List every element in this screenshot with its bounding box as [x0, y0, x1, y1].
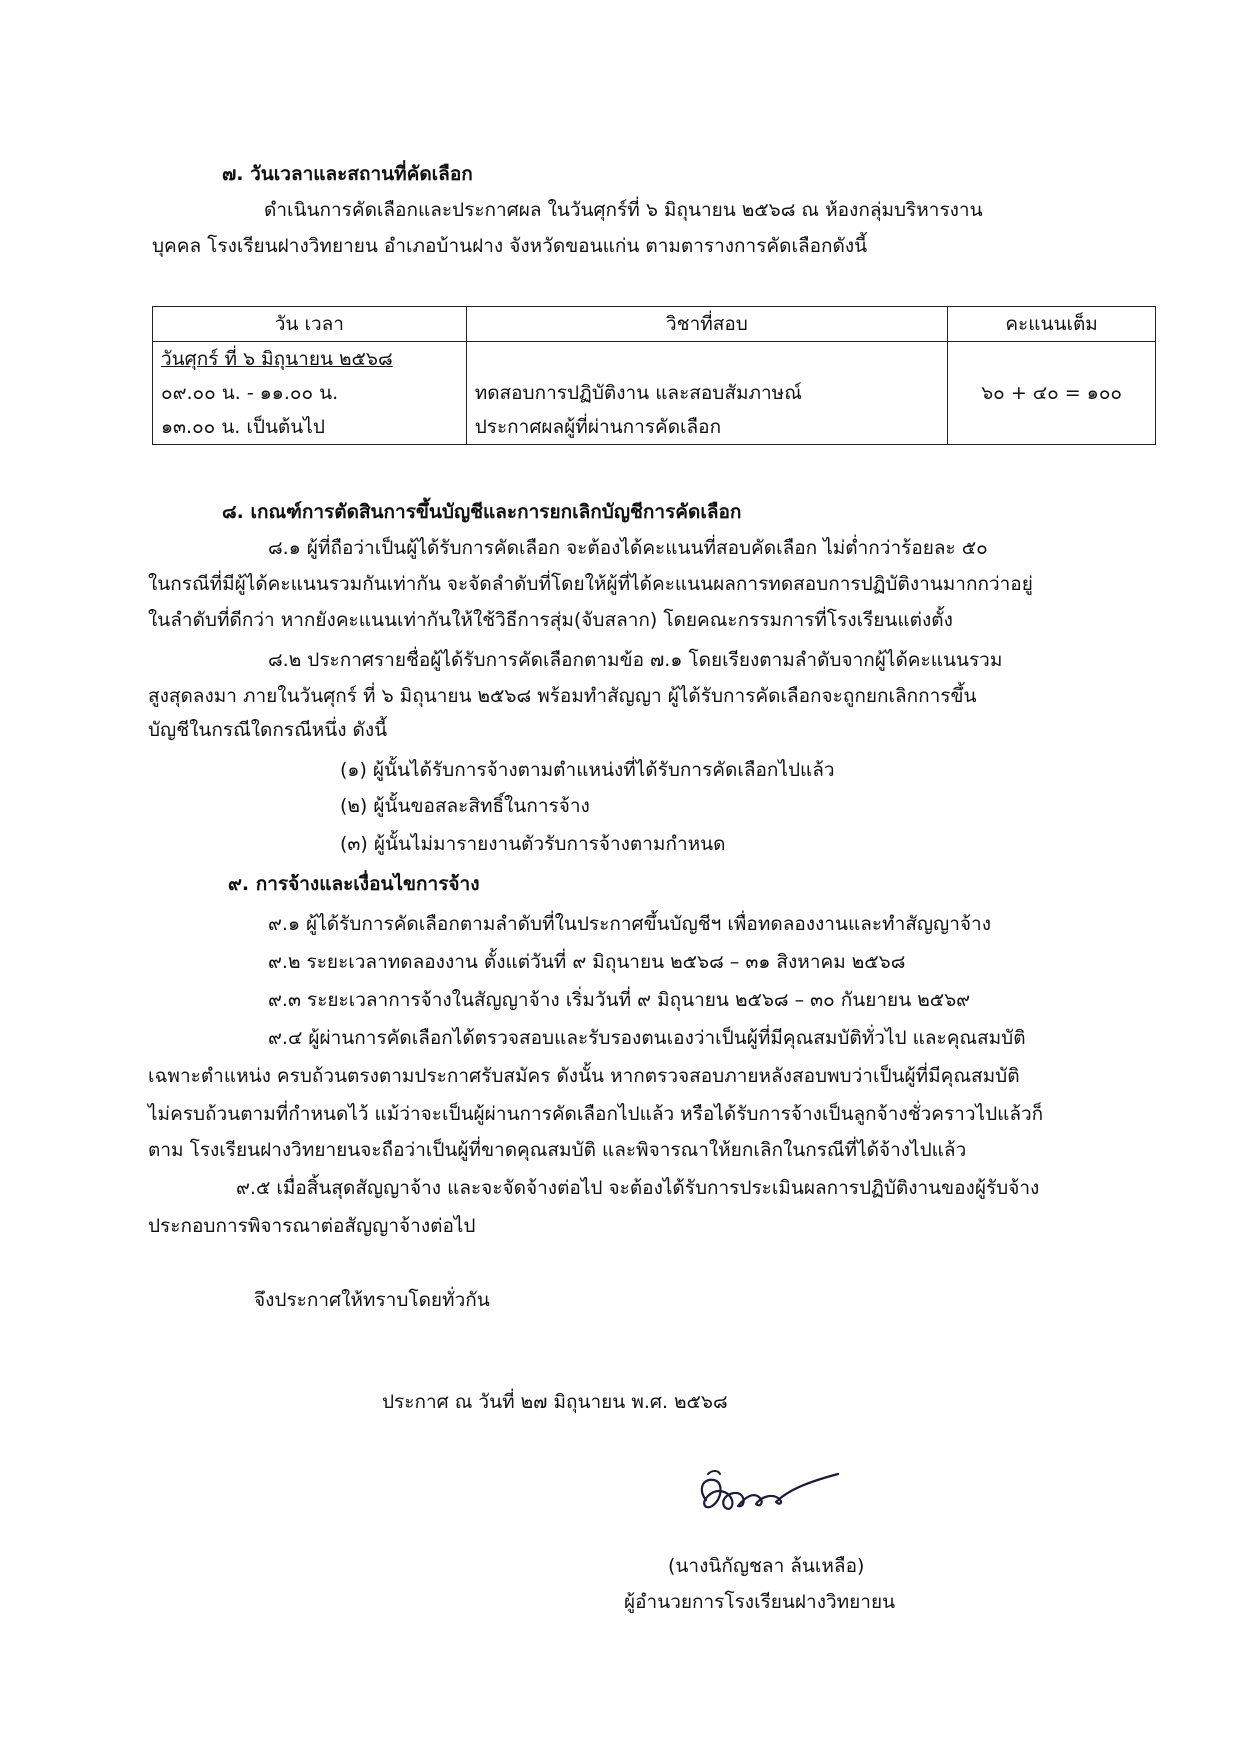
signature-mark [688, 1460, 858, 1530]
section9-p5-line1: ๙.๕ เมื่อสิ้นสุดสัญญาจ้าง และจะจัดจ้างต่อไป จะต้องได้รับการประเมินผลการปฏิบัติงานของผู้รับจ้าง [236, 1177, 1040, 1199]
section9-p1: ๙.๑ ผู้ได้รับการคัดเลือกตามลำดับที่ในประกาศขึ้นบัญชีฯ เพื่อทดลองงานและทำสัญญาจ้าง [268, 913, 991, 935]
section9-p4-line2: เฉพาะตำแหน่ง ครบถ้วนตรงตามประกาศรับสมัคร ดังนั้น หากตรวจสอบภายหลังสอบพบว่าเป็นผู้ที่มีคุณสมบัติ [148, 1065, 1020, 1087]
section9-p4-line4: ตาม โรงเรียนฝางวิทยายนจะถือว่าเป็นผู้ที่ขาดคุณสมบัติ และพิจารณาให้ยกเลิกในกรณีที่ได้จ้างไปแล้ว [148, 1139, 967, 1161]
schedule-score: ๖๐ + ๔๐ = ๑๐๐ [981, 382, 1123, 404]
section8-p1-line2: ในกรณีที่มีผู้ได้คะแนนรวมกันเท่ากัน จะจัดลำดับที่โดยให้ผู้ที่ได้คะแนนผลการทดสอบการปฏิบัติงานมากกว่าอยู่ [148, 573, 1033, 595]
section8-item-1: (๑) ผู้นั้นได้รับการจ้างตามตำแหน่งที่ได้รับการคัดเลือกไปแล้ว [340, 759, 835, 781]
signer-name: (นางนิกัญชลา ล้นเหลือ) [668, 1555, 865, 1577]
schedule-date: วันศุกร์ ที่ ๖ มิถุนายน ๒๕๖๘ [161, 348, 393, 370]
schedule-table [152, 306, 1156, 445]
section9-p3: ๙.๓ ระยะเวลาการจ้างในสัญญาจ้าง เริ่มวันที่ ๙ มิถุนายน ๒๕๖๘ – ๓๐ กันยายน ๒๕๖๙ [268, 989, 971, 1011]
schedule-time1: ๐๙.๐๐ น. - ๑๑.๐๐ น. [161, 382, 339, 404]
schedule-time2: ๑๓.๐๐ น. เป็นต้นไป [161, 416, 325, 438]
section8-item-3: (๓) ผู้นั้นไม่มารายงานตัวรับการจ้างตามกำหนด [340, 833, 726, 855]
schedule-score-cell [948, 342, 1156, 445]
section8-p1-line1: ๘.๑ ผู้ที่ถือว่าเป็นผู้ได้รับการคัดเลือก จะต้องได้คะแนนที่สอบคัดเลือก ไม่ต่ำกว่าร้อยละ ๕๐ [268, 537, 988, 559]
col-header-score: คะแนนเต็ม [948, 307, 1156, 342]
col-header-subject: วิชาที่สอบ [466, 307, 947, 342]
section8-p2-line2: สูงสุดลงมา ภายในวันศุกร์ ที่ ๖ มิถุนายน ๒๕๖๘ พร้อมทำสัญญา ผู้ได้รับการคัดเลือกจะถูกยกเลิกการขึ้น [148, 685, 977, 707]
schedule-row [153, 342, 1156, 445]
announce-date: ประกาศ ณ วันที่ ๒๗ มิถุนายน พ.ศ. ๒๕๖๘ [382, 1391, 728, 1413]
section9-heading: ๙. การจ้างและเงื่อนไขการจ้าง [228, 873, 480, 895]
schedule-subject1: ทดสอบการปฏิบัติงาน และสอบสัมภาษณ์ [474, 382, 802, 404]
section8-p2-line1: ๘.๒ ประกาศรายชื่อผู้ได้รับการคัดเลือกตามข้อ ๗.๑ โดยเรียงตามลำดับจากผู้ได้คะแนนรวม [268, 649, 1003, 671]
section9-p4-line1: ๙.๔ ผู้ผ่านการคัดเลือกได้ตรวจสอบและรับรองตนเองว่าเป็นผู้ที่มีคุณสมบัติทั่วไป และคุณสมบัติ [268, 1027, 1026, 1049]
schedule-header-row [153, 307, 1156, 342]
section9-p2: ๙.๒ ระยะเวลาทดลองงาน ตั้งแต่วันที่ ๙ มิถุนายน ๒๕๖๘ – ๓๑ สิงหาคม ๒๕๖๘ [268, 951, 906, 973]
section7-heading: ๗. วันเวลาและสถานที่คัดเลือก [222, 163, 473, 185]
section8-heading: ๘. เกณฑ์การตัดสินการขึ้นบัญชีและการยกเลิกบัญชีการคัดเลือก [222, 501, 742, 523]
section7-line1: ดำเนินการคัดเลือกและประกาศผล ในวันศุกร์ที่ ๖ มิถุนายน ๒๕๖๘ ณ ห้องกลุ่มบริหารงาน [264, 199, 983, 221]
closing-text: จึงประกาศให้ทราบโดยทั่วกัน [254, 1289, 490, 1311]
section7-line2: บุคคล โรงเรียนฝางวิทยายน อำเภอบ้านฝาง จังหวัดขอนแก่น ตามตารางการคัดเลือกดังนี้ [152, 235, 868, 257]
schedule-subject-cell [466, 342, 947, 445]
schedule-datetime-cell [153, 342, 467, 445]
col-header-datetime: วัน เวลา [153, 307, 467, 342]
section8-p2-line3: บัญชีในกรณีใดกรณีหนึ่ง ดังนี้ [148, 719, 388, 741]
section8-p1-line3: ในลำดับที่ดีกว่า หากยังคะแนนเท่ากันให้ใช้วิธีการสุ่ม(จับสลาก) โดยคณะกรรมการที่โรงเรียนแต่งตั้ง [148, 609, 953, 631]
section9-p5-line2: ประกอบการพิจารณาต่อสัญญาจ้างต่อไป [148, 1215, 476, 1237]
section9-p4-line3: ไม่ครบถ้วนตามที่กำหนดไว้ แม้ว่าจะเป็นผู้ผ่านการคัดเลือกไปแล้ว หรือได้รับการจ้างเป็นลูกจ้างชั่วคราวไปแล้วก็ [148, 1103, 1044, 1125]
schedule-subject2: ประกาศผลผู้ที่ผ่านการคัดเลือก [474, 416, 722, 438]
section8-item-2: (๒) ผู้นั้นขอสละสิทธิ์ในการจ้าง [340, 795, 590, 817]
signer-title: ผู้อำนวยการโรงเรียนฝางวิทยายน [624, 1591, 896, 1613]
